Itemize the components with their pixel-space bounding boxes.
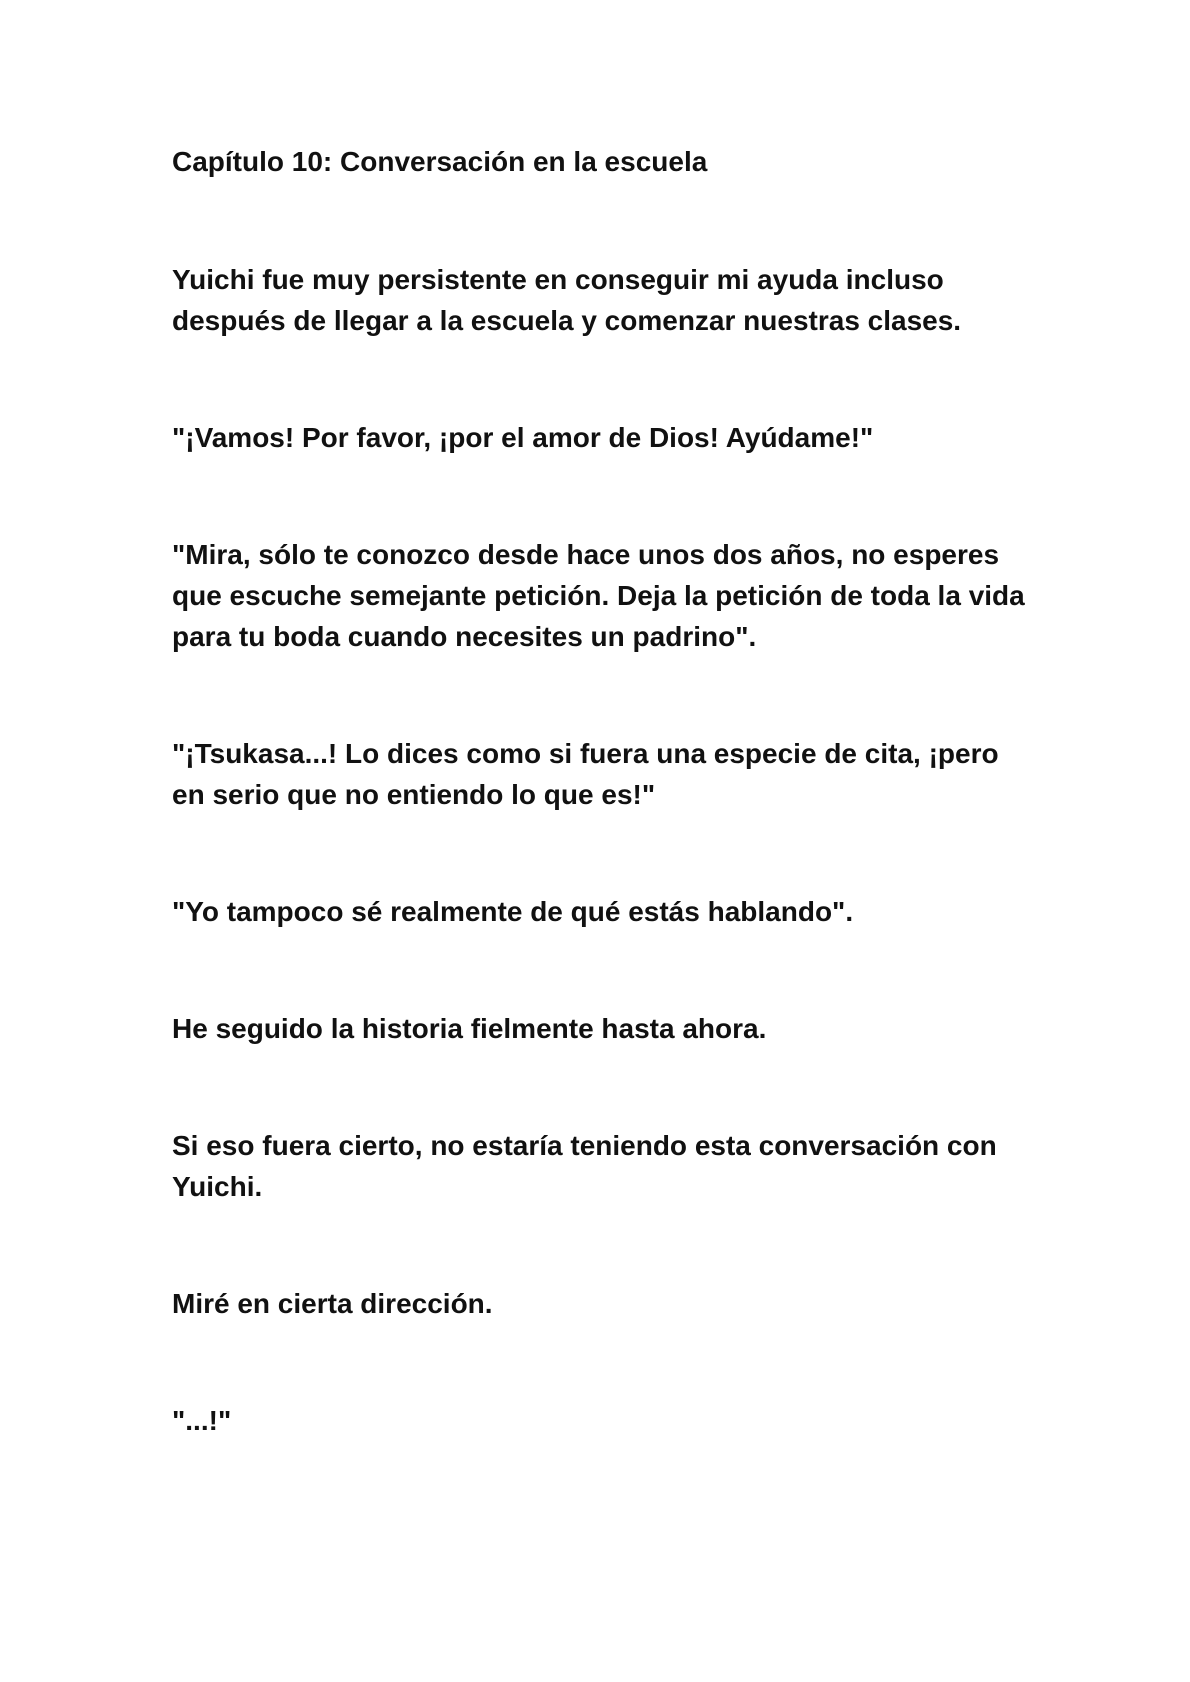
chapter-title: Capítulo 10: Conversación en la escuela	[172, 146, 708, 177]
paragraph-2: "¡Vamos! Por favor, ¡por el amor de Dios! Ayúdame!"	[172, 422, 874, 453]
paragraph-4: "¡Tsukasa...! Lo dices como si fuera una especie de cita, ¡pero en serio que no entiendo lo que es!"	[172, 738, 999, 810]
paragraph-8: Miré en cierta dirección.	[172, 1288, 493, 1319]
paragraph-3: "Mira, sólo te conozco desde hace unos dos años, no esperes que escuche semejante petición. Deja la petición de toda la vida para tu boda cuando necesites un padrino".	[172, 539, 1025, 652]
paragraph-1: Yuichi fue muy persistente en conseguir mi ayuda incluso después de llegar a la escuela y comenzar nuestras clases.	[172, 264, 962, 336]
chapter-content	[172, 142, 1032, 1441]
paragraph-6: He seguido la historia fielmente hasta ahora.	[172, 1013, 767, 1044]
paragraph-9: "...!"	[172, 1405, 232, 1436]
paragraph-7: Si eso fuera cierto, no estaría teniendo esta conversación con Yuichi.	[172, 1130, 997, 1202]
paragraph-5: "Yo tampoco sé realmente de qué estás hablando".	[172, 896, 854, 927]
